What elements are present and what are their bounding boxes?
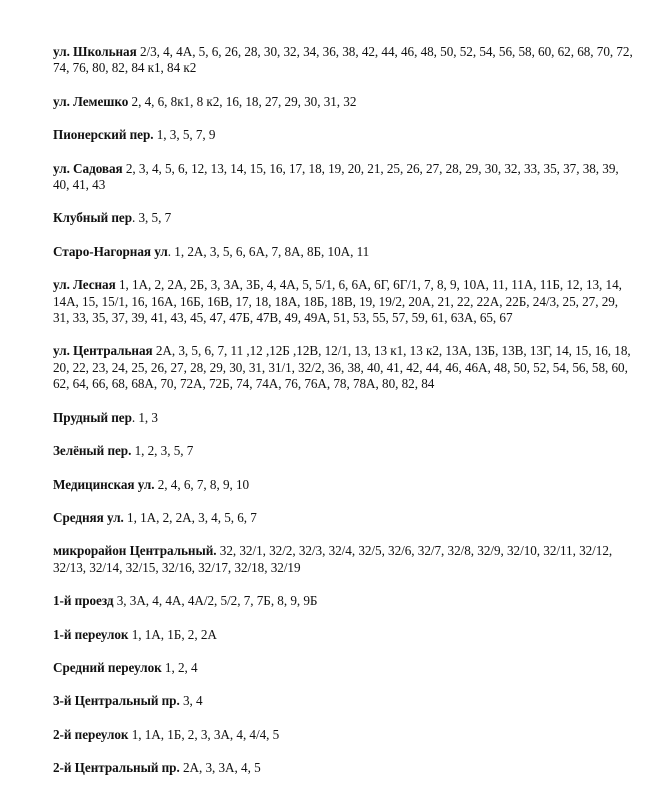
street-entry	[53, 443, 633, 459]
house-numbers: 2, 4, 6, 8к1, 8 к2, 16, 18, 27, 29, 30, 31, 32	[131, 93, 357, 109]
house-numbers: 2, 4, 6, 7, 8, 9, 10	[157, 476, 250, 492]
street-entry	[53, 44, 633, 77]
house-numbers: 2/3, 4, 4А, 5, 6, 26, 28, 30, 32, 34, 36, 38, 42, 44, 46, 48, 50, 52, 54, 56, 58, 60, 62, 68, 70, 72, 74, 76, 80, 82, 84 к1, 84 к2	[53, 44, 633, 76]
house-numbers: . 3, 5, 7	[132, 210, 172, 226]
house-numbers: . 1, 2А, 3, 5, 6, 6А, 7, 8А, 8Б, 10А, 11	[167, 243, 370, 259]
street-entry	[53, 161, 633, 194]
house-numbers: 1, 1А, 1Б, 2, 2А	[131, 626, 217, 642]
street-name: ул. Лесная	[53, 277, 116, 293]
house-numbers: 1, 2, 4	[164, 659, 198, 675]
house-numbers: 2А, 3, 3А, 4, 5	[182, 760, 261, 776]
street-name: Прудный пер	[53, 409, 132, 425]
street-name: Средняя ул.	[53, 509, 124, 525]
street-entry	[53, 244, 633, 260]
street-name: Клубный пер	[53, 210, 132, 226]
house-numbers: 1, 1А, 2, 2А, 3, 4, 5, 6, 7	[127, 509, 257, 525]
street-name: ул. Школьная	[53, 44, 137, 59]
house-numbers: 1, 1А, 2, 2А, 2Б, 3, 3А, 3Б, 4, 4А, 5, 5/1, 6, 6А, 6Г, 6Г/1, 7, 8, 9, 10А, 11, 11А, 11Б, 12, 13, 14, 14А, 15, 15/1, 16, 16А, 16Б, 16В, 17, 18, 18А, 18Б, 18В, 19, 19/2, 20А, 21, 22, 22А, 22Б, 24/3, 25, 27, 29, 31, 33, 35, 37, 39, 41, 43, 45, 47, 47Б, 47В, 49, 49А, 51, 53, 55, 57, 59, 61, 63А, 65, 67	[53, 277, 622, 326]
street-name: ул. Лемешко	[53, 93, 129, 109]
street-name: Зелёный пер.	[53, 443, 132, 459]
street-name: 3-й Центральный пр.	[53, 693, 180, 709]
street-name: ул. Садовая	[53, 160, 123, 176]
house-numbers: 3, 3А, 4, 4А, 4А/2, 5/2, 7, 7Б, 8, 9, 9Б	[116, 593, 318, 609]
street-name: 2-й Центральный пр.	[53, 760, 180, 776]
street-entry	[53, 660, 633, 676]
street-name: 1-й переулок	[53, 626, 129, 642]
street-entry	[53, 477, 633, 493]
street-entry	[53, 627, 633, 643]
street-name: Пионерский пер.	[53, 127, 154, 143]
street-name: 1-й проезд	[53, 593, 114, 609]
street-entry	[53, 127, 633, 143]
street-entry	[53, 343, 633, 392]
street-name: 2-й переулок	[53, 726, 129, 742]
street-entry	[53, 693, 633, 709]
street-name: микрорайон Центральный.	[53, 543, 217, 559]
street-entry	[53, 510, 633, 526]
street-entry	[53, 760, 633, 776]
street-entry	[53, 277, 633, 326]
street-name: ул. Центральная	[53, 343, 153, 359]
house-numbers: 3, 4	[182, 693, 203, 709]
street-entry	[53, 593, 633, 609]
house-numbers: 1, 3, 5, 7, 9	[156, 127, 216, 143]
street-name: Медицинская ул.	[53, 476, 155, 492]
house-numbers: . 1, 3	[131, 409, 158, 425]
house-numbers: 2, 3, 4, 5, 6, 12, 13, 14, 15, 16, 17, 18, 19, 20, 21, 25, 26, 27, 28, 29, 30, 32, 33, 35, 37, 38, 39, 40, 41, 43	[53, 160, 619, 193]
street-entry	[53, 727, 633, 743]
street-name: Средний переулок	[53, 659, 162, 675]
street-name: Старо-Нагорная ул	[53, 243, 168, 259]
house-numbers: 32, 32/1, 32/2, 32/3, 32/4, 32/5, 32/6, 32/7, 32/8, 32/9, 32/10, 32/11, 32/12, 32/13, 32/14, 32/15, 32/16, 32/17, 32/18, 32/19	[53, 543, 613, 575]
street-entry	[53, 210, 633, 226]
street-entry	[53, 410, 633, 426]
house-numbers: 2А, 3, 5, 6, 7, 11 ,12 ,12Б ,12В, 12/1, 13, 13 к1, 13 к2, 13А, 13Б, 13В, 13Г, 14, 15, 16, 18, 20, 22, 23, 24, 25, 26, 27, 28, 29, 30, 31, 31/1, 32/2, 36, 38, 40, 41, 42, 44, 46, 46А, 48, 50, 52, 54, 56, 58, 60, 62, 64, 66, 68, 68А, 70, 72А, 72Б, 74, 74А, 76, 76А, 78, 78А, 80, 82, 84	[53, 343, 631, 392]
address-list	[53, 44, 633, 794]
house-numbers: 1, 1А, 1Б, 2, 3, 3А, 4, 4/4, 5	[131, 726, 280, 742]
street-entry	[53, 94, 633, 110]
house-numbers: 1, 2, 3, 5, 7	[134, 443, 194, 459]
street-entry	[53, 543, 633, 576]
